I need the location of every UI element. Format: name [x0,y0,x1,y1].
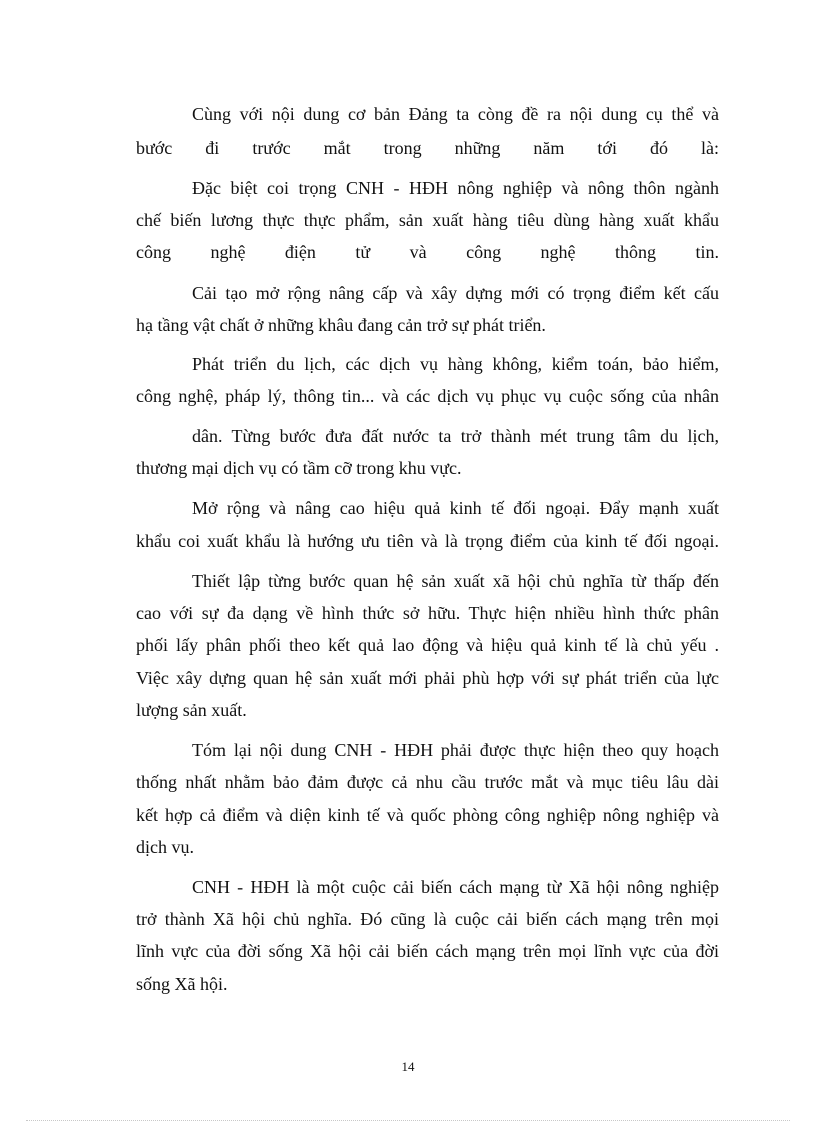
text-line: bước đi trước mắt trong những năm tới đó là: [136,138,719,158]
text-line: công nghệ, pháp lý, thông tin... và các dịch vụ phục vụ cuộc sống của nhân [136,386,719,406]
text-line: Mở rộng và nâng cao hiệu quả kinh tế đối ngoại. Đẩy mạnh xuất [192,498,719,518]
text-line: thương mại dịch vụ có tầm cỡ trong khu vực. [136,458,462,478]
text-line: lĩnh vực của đời sống Xã hội cải biến cách mạng trên mọi lĩnh vực của đời [136,941,719,961]
text-line: sống Xã hội. [136,974,228,994]
text-line: Cải tạo mở rộng nâng cấp và xây dựng mới có trọng điểm kết cấu [192,283,719,303]
footer-dotted-rule [26,1120,790,1121]
text-line: thống nhất nhằm bảo đảm được cả nhu cầu trước mắt và mục tiêu lâu dài [136,772,719,792]
text-line: hạ tầng vật chất ở những khâu đang cản trở sự phát triển. [136,315,546,335]
text-line: dịch vụ. [136,837,194,857]
text-line: dân. Từng bước đưa đất nước ta trở thành mét trung tâm du lịch, [192,426,719,446]
text-line: phối lấy phân phối theo kết quả lao động và hiệu quả kinh tế là chủ yếu . [136,635,719,655]
text-line: Tóm lại nội dung CNH - HĐH phải được thực hiện theo quy hoạch [192,740,719,760]
text-line: lượng sản xuất. [136,700,247,720]
text-line: CNH - HĐH là một cuộc cải biến cách mạng từ Xã hội nông nghiệp [192,877,719,897]
text-line: khẩu coi xuất khẩu là hướng ưu tiên và là trọng điểm của kinh tế đối ngoại. [136,531,719,551]
page-number: 14 [401,1059,415,1074]
text-line: Đặc biệt coi trọng CNH - HĐH nông nghiệp và nông thôn ngành [192,178,719,198]
text-line: cao với sự đa dạng về hình thức sở hữu. Thực hiện nhiều hình thức phân [136,603,719,623]
text-line: trở thành Xã hội chủ nghĩa. Đó cũng là cuộc cải biến cách mạng trên mọi [136,909,719,929]
text-line: chế biến lương thực thực phẩm, sản xuất hàng tiêu dùng hàng xuất khẩu [136,210,719,230]
text-line: Phát triển du lịch, các dịch vụ hàng không, kiểm toán, bảo hiểm, [192,354,719,374]
text-line: Cùng với nội dung cơ bản Đảng ta còng đề ra nội dung cụ thể và [192,104,719,124]
text-line: kết hợp cả điểm và diện kinh tế và quốc phòng công nghiệp nông nghiệp và [136,805,719,825]
text-line: Thiết lập từng bước quan hệ sản xuất xã hội chủ nghĩa từ thấp đến [192,571,719,591]
text-line: công nghệ điện tử và công nghệ thông tin. [136,242,719,262]
text-line: Việc xây dựng quan hệ sản xuất mới phải phù hợp với sự phát triển của lực [136,668,719,688]
